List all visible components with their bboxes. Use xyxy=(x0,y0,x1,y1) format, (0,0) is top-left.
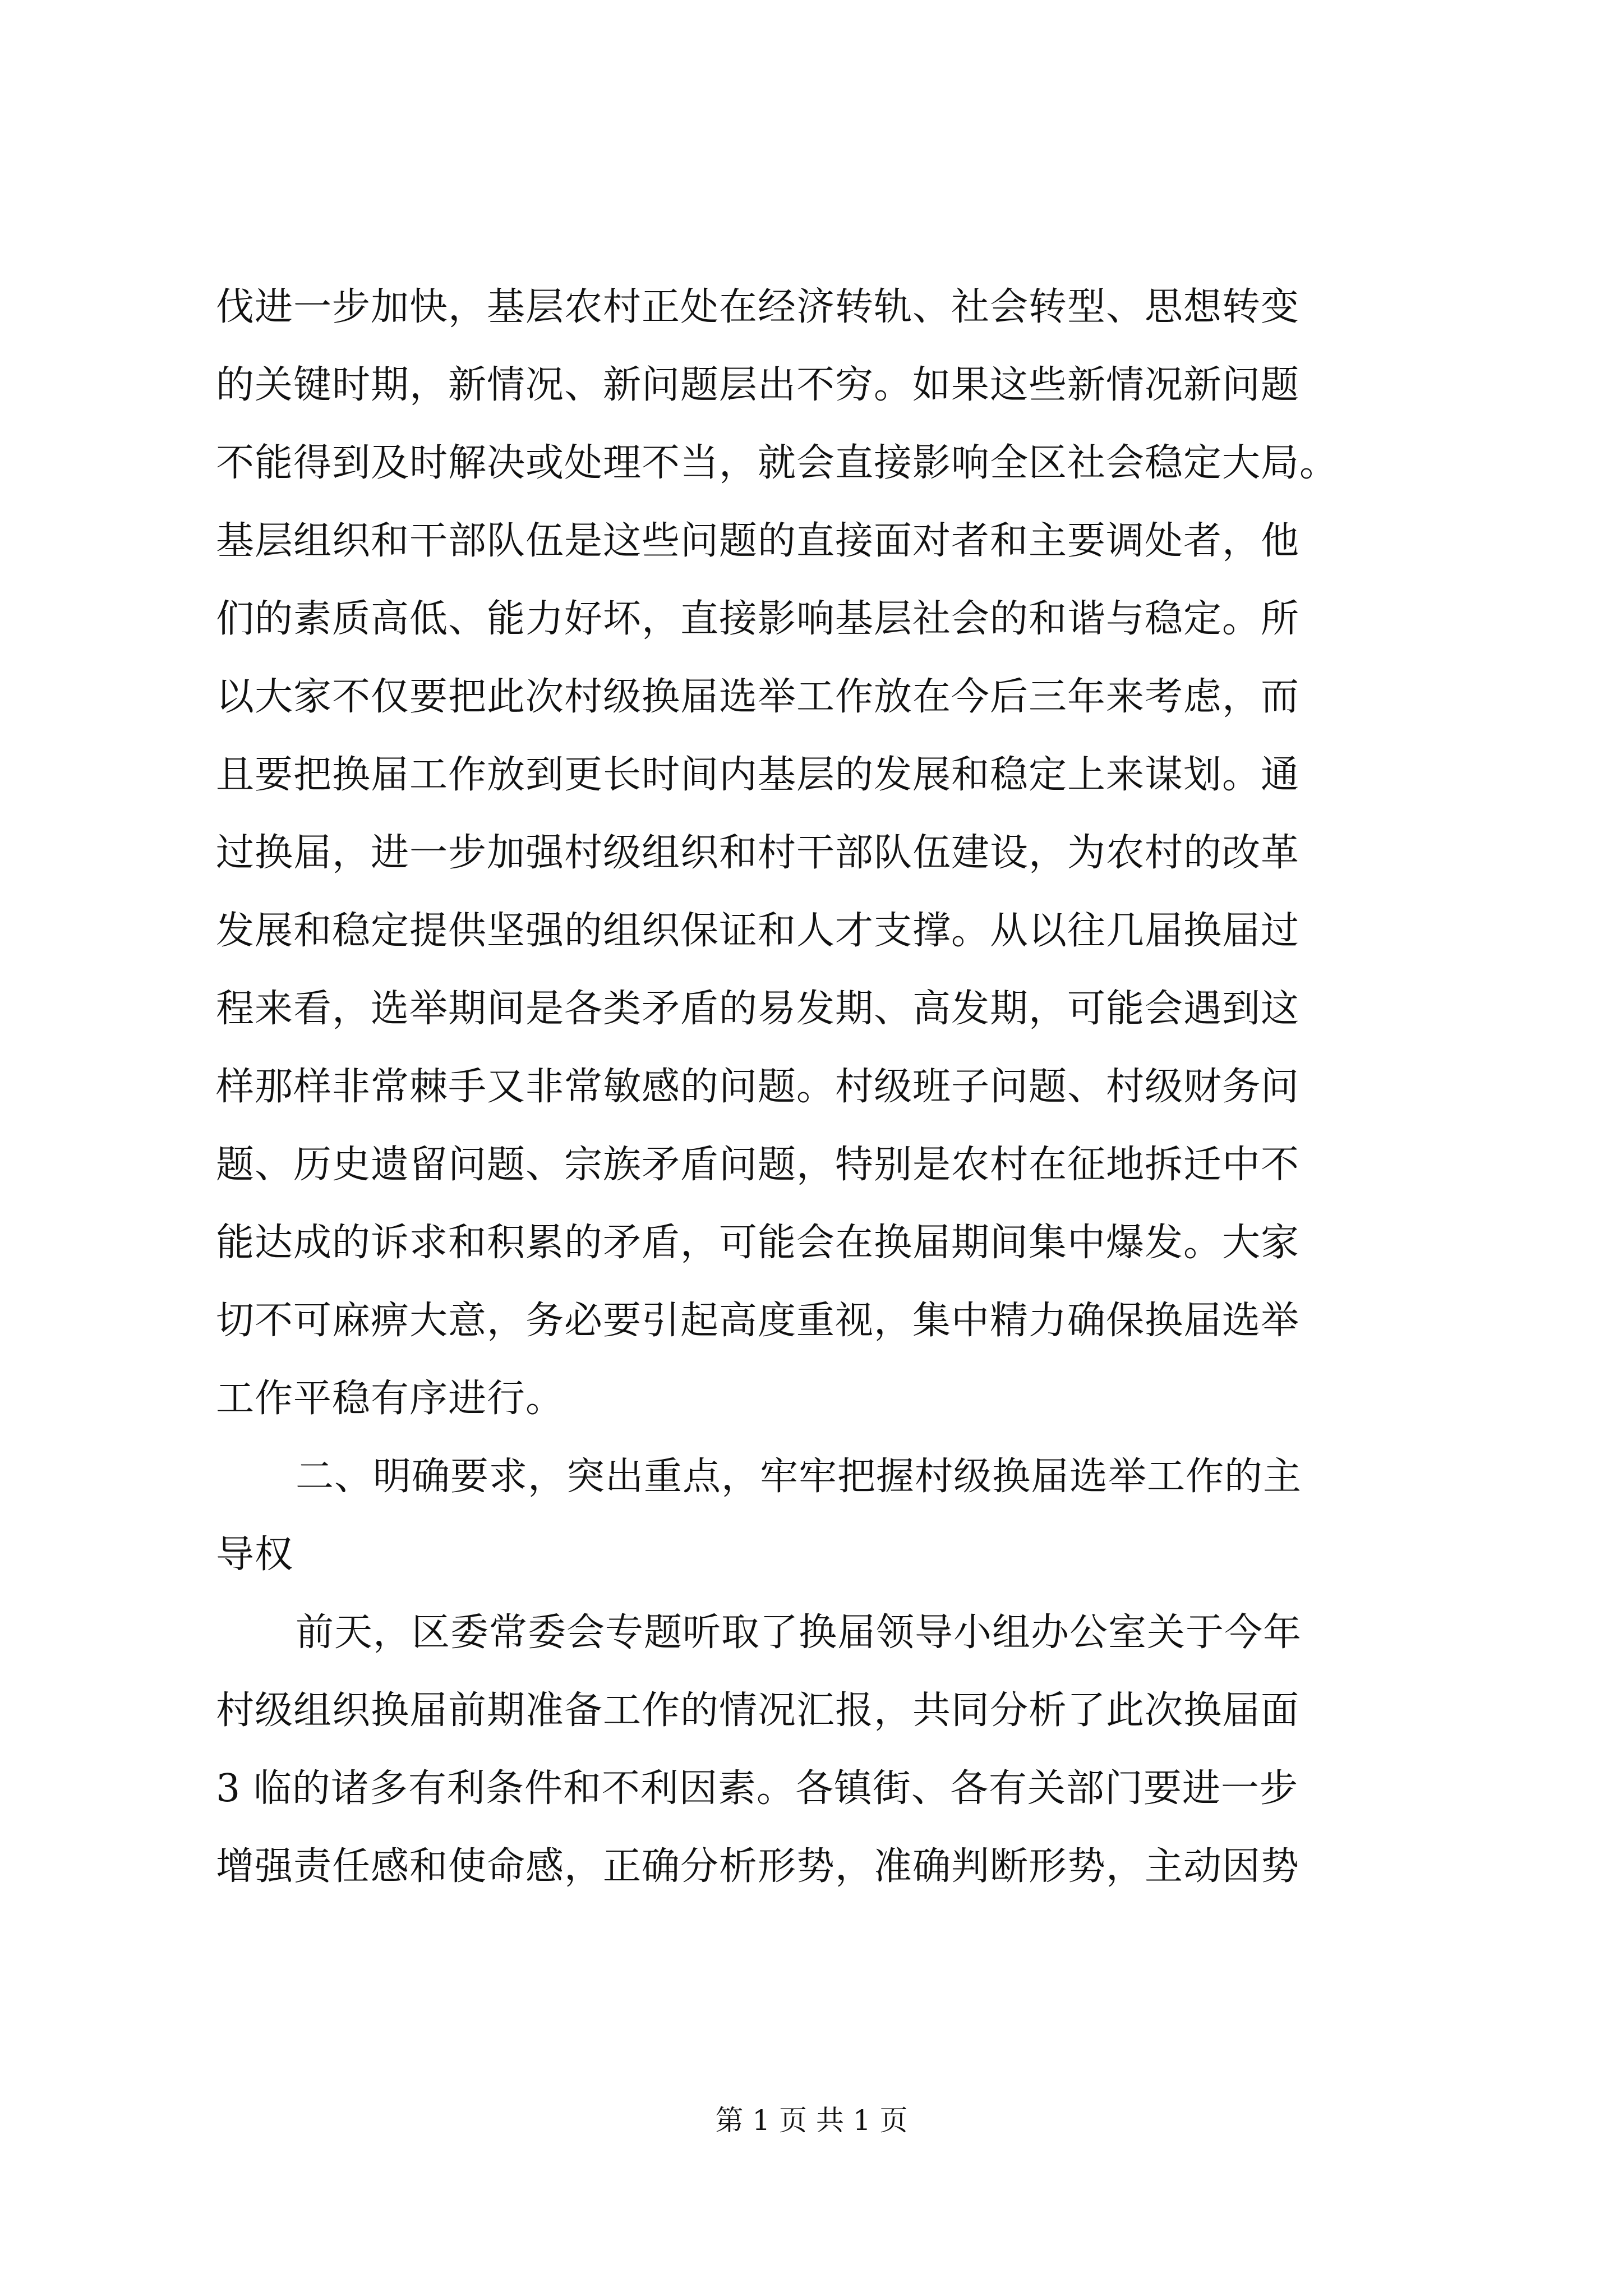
text-line: 增强责任感和使命感，正确分析形势，准确判断形势，主动因势 xyxy=(216,1844,1300,1889)
page-footer: 第 1 页 共 1 页 xyxy=(715,2104,908,2137)
document-body xyxy=(216,268,1483,1906)
text-line: 样那样非常棘手又非常敏感的问题。村级班子问题、村级财务问 xyxy=(216,1065,1300,1109)
text-line: 伐进一步加快，基层农村正处在经济转轨、社会转型、思想转变 xyxy=(216,285,1300,329)
text-line: 程来看，选举期间是各类矛盾的易发期、高发期，可能会遇到这 xyxy=(216,987,1300,1031)
text-line: 切不可麻痹大意，务必要引起高度重视，集中精力确保换届选举 xyxy=(216,1299,1300,1343)
text-line: 题、历史遗留问题、宗族矛盾问题，特别是农村在征地拆迁中不 xyxy=(216,1143,1300,1187)
text-line: 不能得到及时解决或处理不当，就会直接影响全区社会稳定大局。 xyxy=(216,441,1339,485)
text-line: 村级组织换届前期准备工作的情况汇报，共同分析了此次换届面 xyxy=(216,1688,1300,1733)
text-line: 的关键时期，新情况、新问题层出不穷。如果这些新情况新问题 xyxy=(216,363,1300,407)
text-line: 且要把换届工作放到更长时间内基层的发展和稳定上来谋划。通 xyxy=(216,753,1300,797)
text-line: 导权 xyxy=(216,1533,294,1577)
text-line: 发展和稳定提供坚强的组织保证和人才支撑。从以往几届换届过 xyxy=(216,909,1300,953)
text-line: 们的素质高低、能力好坏，直接影响基层社会的和谐与稳定。所 xyxy=(216,597,1300,641)
text-line: 能达成的诉求和积累的矛盾，可能会在换届期间集中爆发。大家 xyxy=(216,1221,1300,1265)
text-line: 过换届，进一步加强村级组织和村干部队伍建设，为农村的改革 xyxy=(216,831,1300,875)
text-line: 以大家不仅要把此次村级换届选举工作放在今后三年来考虑，而 xyxy=(216,675,1300,719)
text-line: 前天，区委常委会专题听取了换届领导小组办公室关于今年 xyxy=(296,1611,1302,1655)
text-line: 基层组织和干部队伍是这些问题的直接面对者和主要调处者，他 xyxy=(216,519,1300,563)
text-line: 二、明确要求，突出重点，牢牢把握村级换届选举工作的主 xyxy=(296,1455,1302,1499)
text-line: 3 临的诸多有利条件和不利因素。各镇街、各有关部门要进一步 xyxy=(216,1766,1298,1811)
text-line: 工作平稳有序进行。 xyxy=(216,1377,565,1421)
